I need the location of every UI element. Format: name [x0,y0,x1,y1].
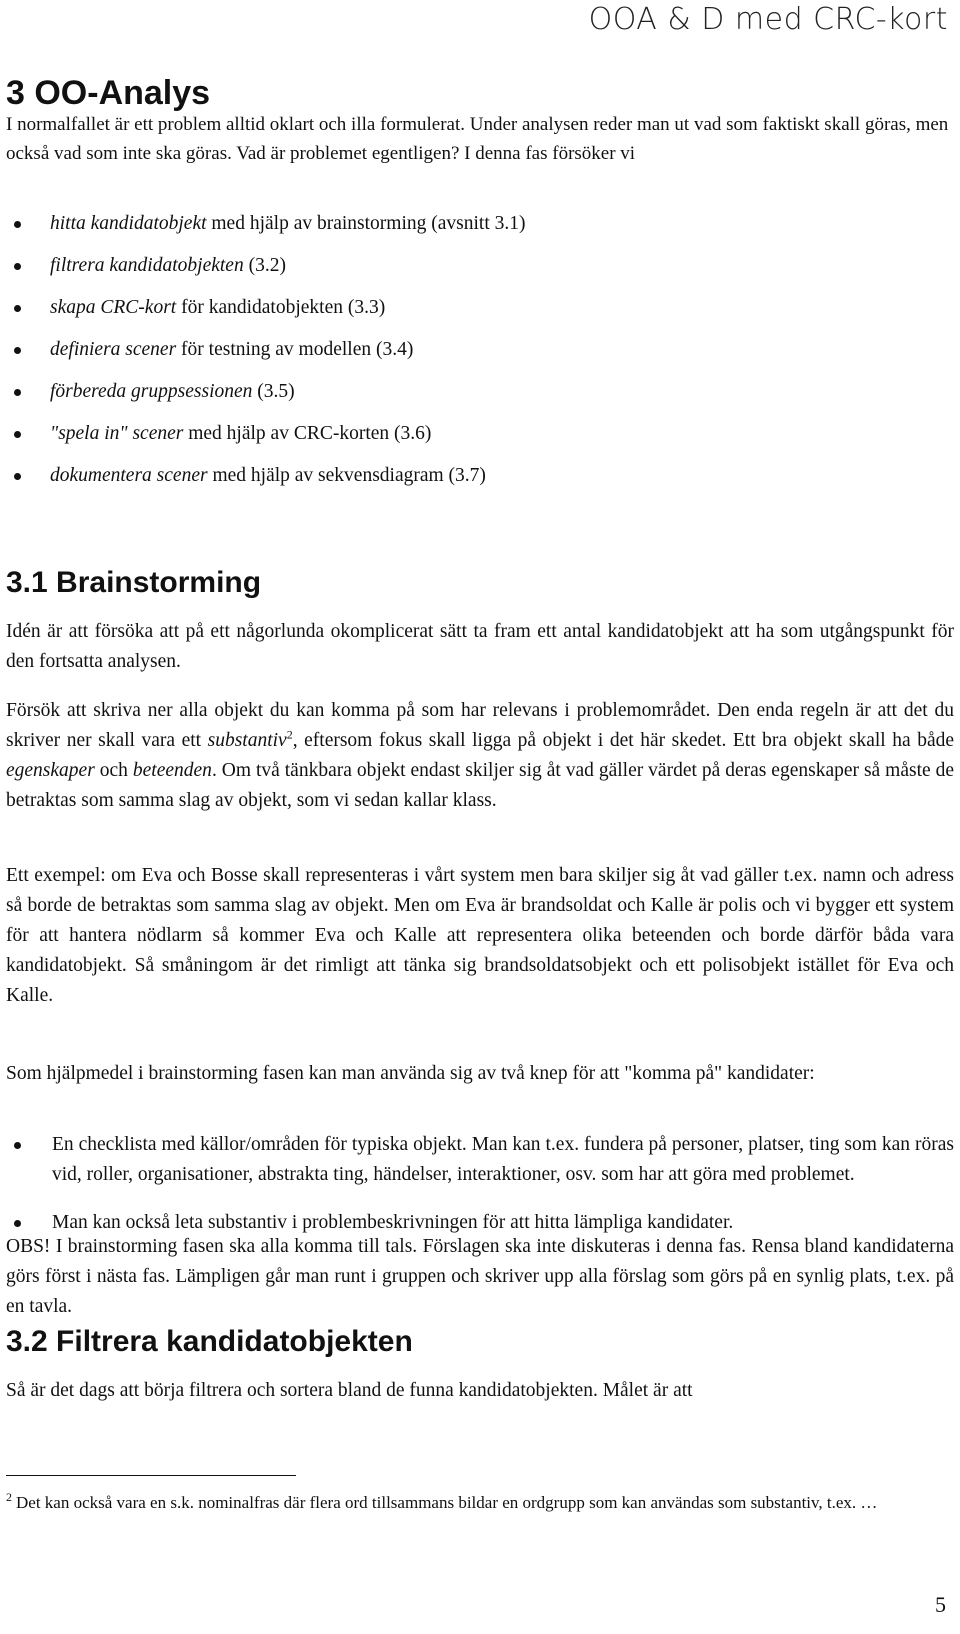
section-3-intro: I normalfallet är ett problem alltid oklart och illa formulerat. Under analysen reder man ut vad som faktiskt skall göras, men också vad som inte ska göras. Vad är problemet egentligen? I denna fas försöker vi [6,114,949,164]
list-item: definiera scener för testning av modellen (3.4) [0,337,526,379]
bullet-icon [14,389,21,396]
list-item: förbereda gruppsessionen (3.5) [0,379,526,421]
brainstorming-paragraph-5: OBS! I brainstorming fasen ska alla komma till tals. Förslagen ska inte diskuteras i denna fas. Rensa bland kandidaterna görs först i nästa fas. Lämpligen går man runt i gruppen och skriver upp alla förslag som görs på en synlig plats, t.ex. på en tavla. [6,1236,954,1317]
page-number: 5 [935,1592,946,1617]
bullet-icon [14,305,21,312]
section-3-2-heading: 3.2 Filtrera kandidatobjekten [6,1325,413,1358]
footnote-ref: 2 [286,727,293,742]
footnote-divider [6,1475,296,1476]
brainstorming-tips-list [0,1130,960,1238]
brainstorming-paragraph-3: Ett exempel: om Eva och Bosse skall representeras i vårt system men bara skiljer sig åt vad gäller t.ex. namn och adress så borde de betraktas som samma slag av objekt. Men om Eva är brandsoldat och Kalle är polis och vi bygger ett system för att hantera nödlarm så kommer Eva och Kalle att representera olika beteenden och borde därför båda vara kandidatobjekt. Så småningom är det rimligt att tänka sig brandsoldatsobjekt och ett polisobjekt istället för Eva och Kalle. [6,865,954,1006]
list-item: dokumentera scener med hjälp av sekvensdiagram (3.7) [0,463,526,505]
brainstorming-paragraph-4: Som hjälpmedel i brainstorming fasen kan man använda sig av två knep för att "komma på" kandidater: [6,1063,815,1084]
brainstorming-paragraph-2: Försök att skriva ner alla objekt du kan komma på som har relevans i problemområdet. Den enda regeln är att det du skriver ner skall vara ett substantiv$^2$, eftersom fokus skall ligga på objekt i det här skedet. Ett bra objekt skall ha både egenskaper och beteenden. Om två tänkbara objekt endast skiljer sig åt vad gäller värdet på deras egenskaper så måste de betraktas som samma slag av objekt, som vi sedan kallar klass. [6,700,955,811]
list-item: filtrera kandidatobjekten (3.2) [0,253,526,295]
filter-paragraph-1: Så är det dags att börja filtrera och sortera bland de funna kandidatobjekten. Målet är att [6,1380,693,1401]
list-item: skapa CRC-kort för kandidatobjekten (3.3) [0,295,526,337]
section-3-1-heading: 3.1 Brainstorming [6,566,262,599]
analysis-steps-list [0,211,526,505]
footnote: $^2$ Det kan också vara en s.k. nominalfras där flera ord tillsammans bildar en ordgrupp som kan användas som substantiv, t.ex. … [6,1490,878,1512]
bullet-icon [14,1142,21,1149]
brainstorming-paragraph-1: Idén är att försöka att på ett någorlunda okomplicerat sätt ta fram ett antal kandidatobjekt att ha som utgångspunkt för den fortsatta analysen. [6,621,954,672]
list-item: En checklista med källor/områden för typiska objekt. Man kan t.ex. fundera på personer, platser, ting som kan röras vid, roller, organisationer, abstrakta ting, händelser, interaktioner, osv. som har att göra med problemet. [0,1130,954,1190]
bullet-icon [14,1220,21,1227]
list-item: Man kan också leta substantiv i problembeskrivningen för att hitta lämpliga kandidater. [0,1208,954,1238]
bullet-icon [14,221,21,228]
bullet-icon [14,347,21,354]
bullet-icon [14,431,21,438]
footnote-marker: 2 [6,1490,12,1505]
section-3-heading: 3 OO-Analys [6,74,211,112]
list-item: hitta kandidatobjekt med hjälp av brainstorming (avsnitt 3.1) [0,211,526,253]
bullet-icon [14,473,21,480]
running-header: OOA & D med CRC-kort [588,2,948,37]
bullet-icon [14,263,21,270]
list-item: "spela in" scener med hjälp av CRC-korten (3.6) [0,421,526,463]
